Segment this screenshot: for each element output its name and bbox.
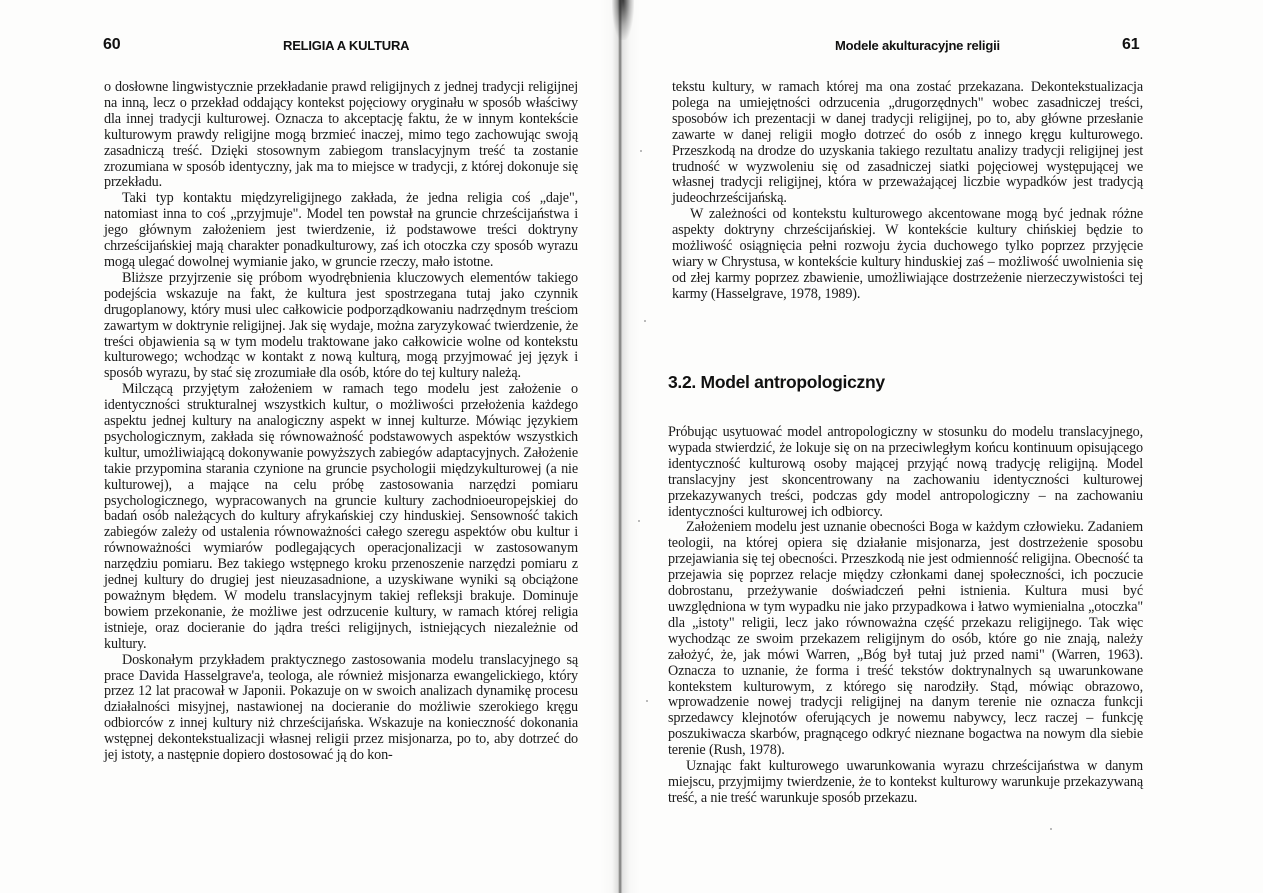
paragraph: W zależności od kontekstu kulturowego akcentowane mogą być jednak różne aspekty doktryny chrześcijańskiej. W kontekście kultury chińskiej będzie to możliwość osiągnięcia pełni rozwoju życia duchowego tylko poprzez przyjęcie wiary w Chrystusa, w kontekście kultury hinduskiej zaś – możliwość uwolnienia się od złej karmy poprzez zbawienie, umożliwiające dostrzeżenie nierzeczywistości tej karmy (Hasselgrave, 1978, 1989). bbox=[672, 206, 1143, 302]
scan-speck bbox=[1050, 828, 1052, 830]
left-page-body bbox=[104, 80, 578, 764]
right-running-head: Modele akulturacyjne religii bbox=[835, 38, 1000, 53]
gutter-top-shadow bbox=[612, 0, 634, 40]
section-heading: 3.2. Model antropologiczny bbox=[668, 372, 885, 392]
right-page-number: 61 bbox=[1122, 36, 1140, 53]
left-running-head: RELIGIA A KULTURA bbox=[283, 38, 410, 53]
paragraph: Doskonałym przykładem praktycznego zastosowania modelu translacyjnego są prace Davida Hasselgrave'a, teologa, ale również misjonarza ewangelickiego, który przez 12 lat pracował w Japonii. Pokazuje on w swoich analizach dynamikę procesu działalności misyjnej, nastawionej na docieranie do możliwie szerokiego kręgu odbiorców z innej kultury niż chrześcijańska. Wskazuje na konieczność dokonania wstępnej dekontekstualizacji własnej religii przez misjonarza, po to, aby dotrzeć do jej istoty, a następnie dopiero dostosować ją do kon- bbox=[104, 651, 578, 764]
paragraph: Próbując usytuować model antropologiczny w stosunku do modelu translacyjnego, wypada stwierdzić, że lokuje się on na przeciwległym końcu kontinuum opisującego identyczność kulturową osoby mającej przyjąć nową tradycję religijną. Model translacyjny jest skoncentrowany na zachowaniu identyczności kulturowej przekazywanych treści, podczas gdy model antropologiczny – na zachowaniu identyczności kulturowej ich odbiorcy. bbox=[668, 424, 1143, 520]
paragraph: Bliższe przyjrzenie się próbom wyodrębnienia kluczowych elementów takiego podejścia wskazuje na fakt, że kultura jest spostrzegana tutaj jako czynnik drugoplanowy, który musi ulec całkowicie podporządkowaniu nadrzędnym treściom zawartym w doktrynie religijnej. Jak się wydaje, można zaryzykować twierdzenie, że treści objawienia są w tym modelu traktowane jako całkowicie wolne od kontekstu kulturowego; wchodząc w kontakt z nową kulturą, mogą przyjmować jej język i sposób wyrazu, by stać się zrozumiałe dla osób, które do tej kultury należą. bbox=[104, 269, 578, 382]
scan-speck bbox=[644, 320, 646, 322]
paragraph: o dosłowne lingwistycznie przekładanie prawd religijnych z jednej tradycji religijnej na inną, lecz o przekład oddający kontekst pojęciowy oryginału w sposób właściwy dla innej tradycji kulturowej. Oznacza to akceptację faktu, że w innym kontekście kulturowym prawdy religijne mogą brzmieć inaczej, mimo tego zachowując swoją zasadniczą treść. Dzięki stosownym zabiegom translacyjnym treść ta zostanie zrozumiana w sposób identyczny, jak ma to miejsce w tradycji, z której dokonuje się przekładu. bbox=[104, 79, 578, 191]
scan-speck bbox=[638, 520, 640, 522]
book-gutter-shadow bbox=[600, 0, 640, 893]
right-page-body-bottom bbox=[668, 425, 1143, 807]
paragraph: Milczącą przyjętym założeniem w ramach tego modelu jest założenie o identyczności strukturalnej wszystkich kultur, o możliwości przełożenia każdego aspektu jednej kultury na analogiczny aspekt w innej kulturze. Mówiąc językiem psychologicznym, zakłada się równoważność podstawowych aspektów wszystkich kultur, umożliwiającą dokonywanie powyższych zabiegów adaptacyjnych. Założenie takie przypomina starania czynione na gruncie psychologii międzykulturowej (a nie kulturowej), a mające na celu próbę zastosowania narzędzi pomiaru psychologicznego, wypracowanych na gruncie kultury zachodnioeuropejskiej do badań osób należących do kultury afrykańskiej czy hinduskiej. Sensowność takich zabiegów zależy od ustalenia równoważności całego szeregu aspektów obu kultur i równoważności wymiarów podlegających operacjonalizacji w zastosowanym narzędziu pomiaru. Bez takiego wstępnego kroku przenoszenie narzędzi pomiaru z jednej kultury do drugiej jest nieuzasadnione, a uzyskiwane wyniki są obciążone poważnym błędem. W modelu translacyjnym takiej refleksji brakuje. Dominuje bowiem przekonanie, że możliwe jest odrzucenie kultury, w ramach której religia istnieje, oraz docieranie do jądra treści religijnych, istniejących niezależnie od kultury. bbox=[104, 381, 578, 652]
paragraph: Taki typ kontaktu międzyreligijnego zakłada, że jedna religia coś „daje", natomiast inna to coś „przyjmuje". Model ten powstał na gruncie chrześcijaństwa i jego głównym założeniem jest twierdzenie, iż podstawowe treści doktryny chrześcijańskiej mają charakter ponadkulturowy, zaś ich otoczka czy sposób wyrazu mogą ulegać dowolnej wymianie jako, w gruncie rzeczy, mało istotne. bbox=[104, 190, 578, 270]
scan-speck bbox=[646, 700, 648, 702]
right-page-body-top bbox=[672, 80, 1143, 303]
scan-speck bbox=[640, 150, 642, 152]
paragraph: Uznając fakt kulturowego uwarunkowania wyrazu chrześcijaństwa w danym miejscu, przyjmijmy twierdzenie, że to kontekst kulturowy warunkuje przekazywaną treść, a nie treść warunkuje sposób przekazu. bbox=[668, 758, 1143, 806]
paragraph: tekstu kultury, w ramach której ma ona zostać przekazana. Dekontekstualizacja polega na umiejętności odrzucenia „drugorzędnych" wobec zasadniczej treści, sposobów ich prezentacji w danej tradycji religijnej, po to, aby główne przesłanie zawarte w danej religii mogło dotrzeć do osób z innego kręgu kulturowego. Przeszkodą na drodze do uzyskania takiego rezultatu analizy tradycji religijnej jest trudność w wyzwoleniu się od zasadniczej siatki pojęciowej występującej we własnej tradycji religijnej, która w przeważającej liczbie wypadków jest tradycją judeochrześcijańską. bbox=[672, 79, 1143, 207]
left-page-number: 60 bbox=[103, 36, 121, 53]
paragraph: Założeniem modelu jest uznanie obecności Boga w każdym człowieku. Zadaniem teologii, na której opiera się działanie misjonarza, jest dostrzeżenie sposobu przejawiania się tej obecności. Przeszkodą nie jest odmienność religijna. Obecność ta przejawia się poprzez relacje między członkami danej społeczności, ich poczucie dobrostanu, przeżywanie doświadczeń pełni istnienia. Kultura musi być uwzględniona w tym wypadku nie jako przypadkowa i łatwo wymienialna „otoczka" dla „istoty" religii, lecz jako równoważna część przekazu religijnego. Tak więc wychodząc ze swoim przekazem religijnym do osób, które go nie znają, należy założyć, że, jak mówi Warren, „Bóg był tutaj już przed nami" (Warren, 1963). Oznacza to uznanie, że forma i treść tekstów doktrynalnych są uwarunkowane kontekstem kulturowym, z którego się narodziły. Stąd, mówiąc obrazowo, wprowadzenie nowej tradycji religijnej na danym terenie nie oznacza funkcji sprzedawcy klejnotów oferujących je nowemu nabywcy, lecz raczej – funkcję poszukiwacza skarbów, pragnącego odkryć nieznane bogactwa na nowym dla siebie terenie (Rush, 1978). bbox=[668, 519, 1143, 759]
